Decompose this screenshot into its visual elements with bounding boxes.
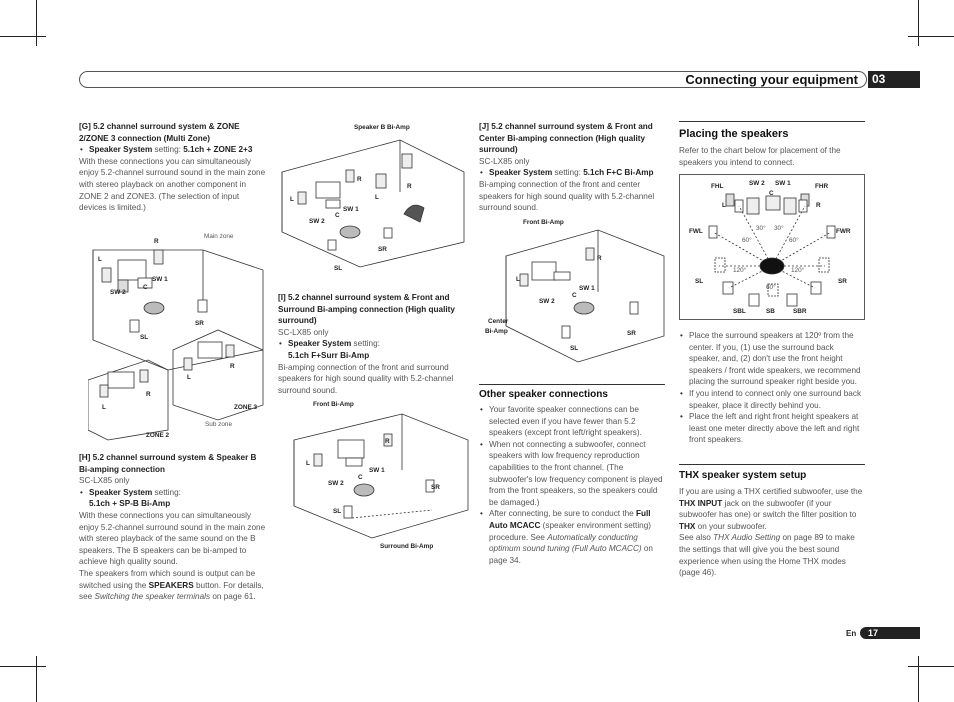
i-SR-label: SR bbox=[431, 484, 440, 491]
placing-bullet-1: • Place the surround speakers at 120º from the center. If you, (1) use the surround back speaker, and, (2) don't use the front height speakers / front wide speakers, we recommend placing the surround speaker right beside you. bbox=[689, 330, 865, 388]
j-L-label: L bbox=[516, 276, 520, 283]
section-j-title: [J] 5.2 channel surround system & Front and Center Bi-amping connection (High quality surround) bbox=[479, 122, 653, 155]
chart-30-left: 30° bbox=[756, 225, 766, 232]
chart-C: C bbox=[769, 190, 774, 197]
j-SW2-label: SW 2 bbox=[539, 298, 555, 305]
section-j-setting: • Speaker System setting: 5.1ch F+C Bi-Amp bbox=[489, 167, 665, 179]
other-bullet-1: • Your favorite speaker connections can be selected even if you have fewer than 5.2 speakers (except front left/right speakers). bbox=[489, 404, 665, 439]
i-SL-label: SL bbox=[333, 508, 342, 515]
page-number: 17 bbox=[860, 627, 920, 639]
section-i-setting: • Speaker System setting: 5.1ch F+Surr Bi-Amp bbox=[288, 338, 468, 361]
section-g-title: [G] 5.2 channel surround system & ZONE 2/ZONE 3 connection (Multi Zone) bbox=[79, 122, 240, 143]
h-R-label: R bbox=[357, 176, 362, 183]
j-R-label: R bbox=[597, 255, 602, 262]
i-L-label: L bbox=[306, 460, 310, 467]
j-center-biamp-label: Bi-Amp bbox=[485, 328, 508, 335]
section-h-title: [H] 5.2 channel surround system & Speaker B Bi-amping connection bbox=[79, 453, 257, 474]
section-rule bbox=[479, 384, 665, 385]
crop-mark bbox=[918, 656, 919, 702]
crop-mark bbox=[908, 666, 954, 667]
chart-120-right: 120° bbox=[791, 267, 805, 274]
other-connections bbox=[479, 388, 665, 566]
i-C-label: C bbox=[358, 474, 363, 481]
chart-30-right: 30° bbox=[774, 225, 784, 232]
front-biamp-label: Front Bi-Amp bbox=[313, 401, 354, 408]
column-3 bbox=[479, 121, 665, 214]
chart-FWR: FWR bbox=[836, 228, 851, 235]
column-2 bbox=[278, 292, 468, 396]
h-C-label: C bbox=[335, 212, 340, 219]
chart-60-right: 60° bbox=[789, 237, 799, 244]
h-L2-label: L bbox=[375, 194, 379, 201]
h-SR-label: SR bbox=[378, 246, 387, 253]
column-1 bbox=[79, 121, 267, 214]
h-SL-label: SL bbox=[334, 265, 343, 272]
chapter-number: 03 bbox=[868, 71, 920, 88]
h-SW2-label: SW 2 bbox=[309, 218, 325, 225]
spk-R-label: R bbox=[154, 238, 159, 245]
sub-zone-label: Sub zone bbox=[205, 421, 233, 428]
other-connections-title: Other speaker connections bbox=[479, 389, 608, 400]
section-rule bbox=[679, 464, 865, 465]
section-h-body-2: The speakers from which sound is output can be switched using the SPEAKERS button. For details, see Switching the speaker terminals on page 61. bbox=[79, 568, 264, 602]
chart-FHL: FHL bbox=[711, 183, 724, 190]
spk-SW2-label: SW 2 bbox=[110, 289, 126, 296]
zone2-L-label: L bbox=[102, 404, 106, 411]
section-h-body: With these connections you can simultaneously enjoy 5.2-channel surround sound in the main zone with stereo playback of the same sound on the B speakers. The B speakers can be bi-amped to achieve high quality sound. bbox=[79, 510, 266, 567]
language-code: En bbox=[846, 629, 857, 638]
spk-SW1-label: SW 1 bbox=[152, 276, 168, 283]
zone3-R-label: R bbox=[230, 363, 235, 370]
chart-60-bottom: 60° bbox=[766, 284, 776, 291]
section-h-setting: • Speaker System setting: 5.1ch + SP-B Bi-Amp bbox=[89, 487, 269, 510]
thx-title: THX speaker system setup bbox=[679, 470, 807, 481]
front-center-biamp-diagram bbox=[498, 226, 666, 366]
thx-setup bbox=[679, 469, 865, 579]
chart-SL: SL bbox=[695, 278, 704, 285]
multi-zone-diagram bbox=[88, 230, 268, 445]
page-header-title: Connecting your equipment bbox=[685, 72, 858, 87]
j-center-label: Center bbox=[488, 318, 509, 325]
j-C-label: C bbox=[572, 292, 577, 299]
surround-biamp-label: Surround Bi-Amp bbox=[380, 543, 434, 550]
h-SW1-label: SW 1 bbox=[343, 206, 359, 213]
i-SW1-label: SW 1 bbox=[369, 467, 385, 474]
section-rule bbox=[679, 121, 865, 122]
crop-mark bbox=[908, 36, 954, 37]
section-i-title: [I] 5.2 channel surround system & Front and Surround Bi-amping connection (High quality surround) bbox=[278, 293, 455, 326]
chart-SW1: SW 1 bbox=[775, 180, 791, 187]
zone3-label: ZONE 3 bbox=[234, 404, 258, 411]
spk-C-label: C bbox=[143, 284, 148, 291]
zone2-R-label: R bbox=[146, 391, 151, 398]
speaker-b-biamp-label: Speaker B Bi-Amp bbox=[354, 124, 410, 131]
chart-SB: SB bbox=[766, 308, 775, 315]
column-1-lower bbox=[79, 452, 269, 603]
section-g-body: With these connections you can simultaneously enjoy 5.2-channel surround sound in the main zone with stereo playback on another component in ZONE 2 and ZONE3. (The selection of input devices is limited.) bbox=[79, 156, 266, 213]
section-j-model: SC-LX85 only bbox=[479, 156, 530, 166]
chart-FHR: FHR bbox=[815, 183, 829, 190]
chart-FWL: FWL bbox=[689, 228, 703, 235]
section-i-body: Bi-amping connection of the front and surround speakers for high sound quality with 5.2-channel surround sound. bbox=[278, 362, 454, 395]
i-SW2-label: SW 2 bbox=[328, 480, 344, 487]
spk-SR-label: SR bbox=[195, 320, 204, 327]
other-bullet-3: • After connecting, be sure to conduct the Full Auto MCACC (speaker environment setting) procedure. See Automatically conducting optimum sound tuning (Full Auto MCACC) on page 34. bbox=[489, 508, 665, 566]
j-SR-label: SR bbox=[627, 330, 636, 337]
placing-intro: Refer to the chart below for placement of the speakers you intend to connect. bbox=[679, 146, 841, 167]
chart-60-left: 60° bbox=[742, 237, 752, 244]
crop-mark bbox=[918, 0, 919, 46]
crop-mark bbox=[0, 36, 46, 37]
section-j-body: Bi-amping connection of the front and center speakers for high sound quality with 5.2-channel surround sound. bbox=[479, 179, 655, 213]
crop-mark bbox=[0, 666, 46, 667]
chart-120-left: 120° bbox=[733, 267, 747, 274]
h-L-label: L bbox=[290, 196, 294, 203]
placing-bullet-2: • If you intend to connect only one surround back speaker, place it directly behind you. bbox=[689, 388, 865, 411]
i-R-label: R bbox=[385, 438, 390, 445]
j-SW1-label: SW 1 bbox=[579, 285, 595, 292]
zone3-L-label: L bbox=[187, 374, 191, 381]
placing-bullet-3: • Place the left and right front height speakers at least one meter directly above the left and right front speakers. bbox=[689, 411, 865, 446]
j-SL-label: SL bbox=[570, 345, 579, 352]
crop-mark bbox=[36, 0, 37, 46]
placing-notes bbox=[679, 330, 865, 446]
other-bullet-2: • When not connecting a subwoofer, connect speakers with low frequency reproduction capabilities to the front channel. (The subwoofer's low frequency component is played from the front speakers, so the speakers could be damaged.) bbox=[489, 439, 665, 509]
placing-title: Placing the speakers bbox=[679, 128, 789, 140]
section-i-model: SC-LX85 only bbox=[278, 327, 329, 337]
section-h-model: SC-LX85 only bbox=[79, 476, 130, 486]
thx-para-1: If you are using a THX certified subwoofer, use the THX INPUT jack on the subwoofer (if your subwoofer has one) or switch the filter position to THX on your subwoofer. bbox=[679, 487, 863, 531]
chart-L: L bbox=[722, 202, 726, 209]
chart-SBL: SBL bbox=[733, 308, 746, 315]
thx-para-2: See also THX Audio Setting on page 89 to make the settings that will give you the best sound experience when using the Home THX modes (page 46). bbox=[679, 533, 855, 578]
chart-SW2: SW 2 bbox=[749, 180, 765, 187]
crop-mark bbox=[36, 656, 37, 702]
section-g-setting: • Speaker System setting: 5.1ch + ZONE 2+3 bbox=[89, 144, 267, 156]
chart-SBR: SBR bbox=[793, 308, 807, 315]
speaker-b-biamp-diagram bbox=[280, 132, 466, 272]
placing-speakers bbox=[679, 127, 865, 168]
spk-SL-label: SL bbox=[140, 334, 149, 341]
h-R2-label: R bbox=[407, 183, 412, 190]
chart-R: R bbox=[816, 202, 821, 209]
zone2-label: ZONE 2 bbox=[146, 432, 170, 439]
chart-SR: SR bbox=[838, 278, 847, 285]
spk-L-label: L bbox=[98, 256, 102, 263]
j-front-biamp-label: Front Bi-Amp bbox=[523, 219, 564, 226]
front-surround-biamp-diagram bbox=[292, 410, 470, 542]
main-zone-label: Main zone bbox=[204, 233, 234, 240]
